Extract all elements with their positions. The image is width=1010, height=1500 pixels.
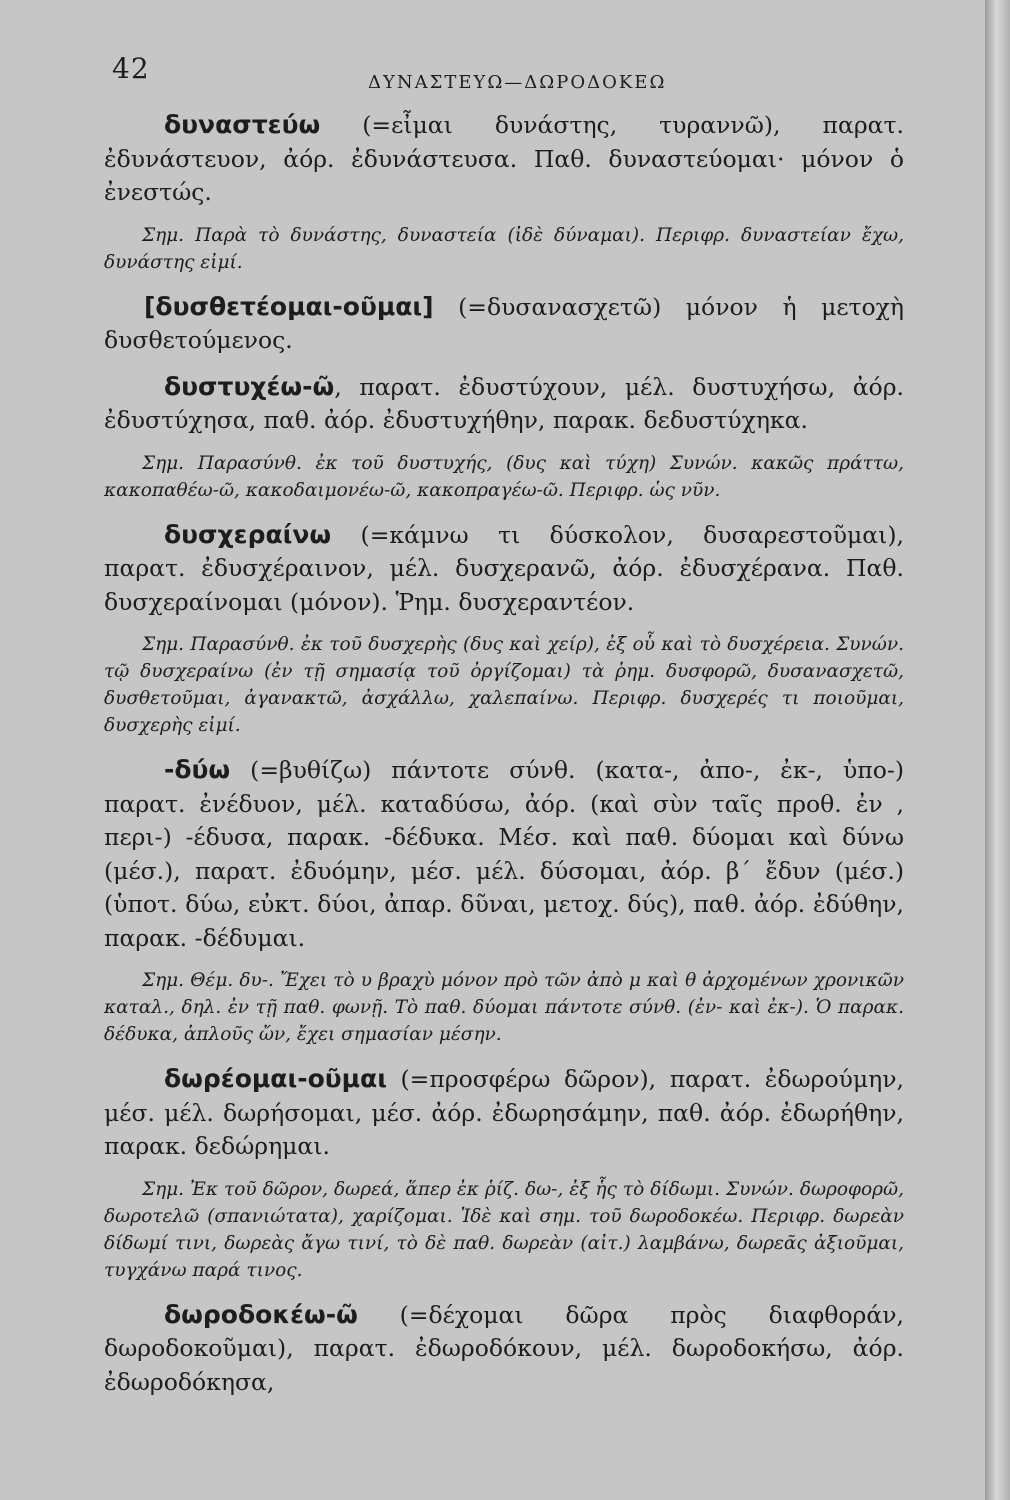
entry-body: (=δέχομαι δῶρα πρὸς διαφθοράν, δωροδοκοῦμαι), παρατ. ἐδωροδόκουν, μέλ. δωροδοκήσω, ἀόρ. ἐδωροδόκησα, [104, 1300, 904, 1396]
running-head: ΔΥΝΑΣΤΕΥΩ—ΔΩΡΟΔΟΚΕΩ [368, 72, 667, 93]
entry-dystycheo [104, 370, 904, 438]
entry-note [104, 967, 904, 1048]
entry-body: (=βυθίζω) πάντοτε σύνθ. (κατα-, ἀπο-, ἐκ-, ὑπο-) παρατ. ἐνέδυον, μέλ. καταδύσω, ἀόρ. (καὶ σὺν ταῖς προθ. ἐν , περι-) -έδυσα, παρακ. -δέδυκα. Μέσ. καὶ παθ. δύομαι καὶ δύνω (μέσ.), παρατ. ἐδυόμην, μέσ. μέλ. δύσομαι, ἀόρ. β΄ ἔδυν (μέσ.) (ὑποτ. δύω, εὐκτ. δύοι, ἀπαρ. δῦναι, μετοχ. δύς), παθ. ἀόρ. ἐδύθην, παρακ. -δέδυμαι. [104, 756, 904, 952]
entry-body: (=προσφέρω δῶρον), παρατ. ἐδωρούμην, μέσ. μέλ. δωρήσομαι, μέσ. ἀόρ. ἐδωρησάμην, παθ. ἀόρ. ἐδωρήθην, παρακ. δεδώρημαι. [104, 1065, 904, 1160]
entry-dyo [104, 753, 904, 955]
note-text: Σημ. Ἐκ τοῦ δῶρον, δωρεά, ἅπερ ἐκ ῥίζ. δω-, ἐξ ἧς τὸ δίδωμι. Συνών. δωροφορῶ, δωροτελῶ (σπανιώτατα), χαρίζομαι. Ἰδὲ καὶ σημ. τοῦ δωροδοκέω. Περιφρ. δωρεὰν δίδωμί τινι, δωρεὰς ἄγω τινί, τὸ δὲ παθ. δωρεὰν (αἰτ.) λαμβάνω, δωρεᾶς ἀξιοῦμαι, τυγχάνω παρά τινος. [104, 1178, 904, 1281]
headword: δωροδοκέω-ῶ [164, 1299, 358, 1329]
dictionary-column [104, 108, 904, 1411]
headword: δωρέομαι-οῦμαι [164, 1064, 387, 1093]
entry-body: , παρατ. ἐδυστύχουν, μέλ. δυστυχήσω, ἀόρ. ἐδυστύχησα, παθ. ἀόρ. ἐδυστυχήθην, παρακ. δεδυστύχηκα. [104, 372, 904, 434]
page-edge-shadow [985, 0, 1010, 1500]
entry-note [104, 222, 904, 276]
headword: [δυσθετέομαι-οῦμαι] [144, 291, 434, 321]
entry-body: (=δυσανασχετῶ) μόνον ἡ μετοχὴ δυσθετούμενος. [104, 292, 904, 354]
entry-note [104, 631, 904, 739]
entry-dynasteuo [104, 108, 904, 210]
entry-dyscheraino [104, 518, 904, 620]
page-number: 42 [112, 52, 150, 85]
note-text: Σημ. Παρὰ τὸ δυνάστης, δυναστεία (ἰδὲ δύναμαι). Περιφρ. δυναστείαν ἔχω, δυνάστης εἰμί. [104, 224, 904, 273]
note-text: Σημ. Παρασύνθ. ἐκ τοῦ δυσχερὴς (δυς καὶ χείρ), ἐξ οὗ καὶ τὸ δυσχέρεια. Συνών. τῷ δυσχεραίνω (ἐν τῇ σημασίᾳ τοῦ ὀργίζομαι) τὰ ῥημ. δυσφορῶ, δυσανασχετῶ, δυσθετοῦμαι, ἀγανακτῶ, ἀσχάλλω, χαλεπαίνω. Περιφρ. δυσχερές τι ποιοῦμαι, δυσχερὴς εἰμί. [104, 634, 904, 736]
entry-note [104, 450, 904, 504]
headword: δυστυχέω-ῶ [164, 371, 335, 401]
entry-dysthteomai [104, 290, 904, 358]
headword: -δύω [164, 755, 231, 784]
headword: δυσχεραίνω [164, 519, 332, 549]
note-text: Σημ. Θέμ. δυ-. Ἔχει τὸ υ βραχὺ μόνον πρὸ τῶν ἀπὸ μ καὶ θ ἀρχομένων χρονικῶν καταλ., δηλ. ἐν τῇ παθ. φωνῇ. Τὸ παθ. δύομαι πάντοτε σύνθ. (ἐν- καὶ ἐκ-). Ὁ παρακ. δέδυκα, ἁπλοῦς ὤν, ἔχει σημασίαν μέσην. [104, 970, 904, 1045]
entry-doreomai [104, 1062, 904, 1164]
entry-dorodokeo [104, 1298, 904, 1400]
entry-body: (=κάμνω τι δύσκολον, δυσαρεστοῦμαι), παρατ. ἐδυσχέραινον, μέλ. δυσχερανῶ, ἀόρ. ἐδυσχέρανα. Παθ. δυσχεραίνομαι (μόνον). Ῥημ. δυσχεραντέον. [104, 520, 904, 616]
note-text: Σημ. Παρασύνθ. ἐκ τοῦ δυστυχής, (δυς καὶ τύχη) Συνών. κακῶς πράττω, κακοπαθέω-ῶ, κακοδαιμονέω-ῶ, κακοπραγέω-ῶ. Περιφρ. ὡς νῦν. [104, 452, 904, 501]
headword: δυναστεύω [164, 110, 321, 139]
entry-body: (=εἶμαι δυνάστης, τυραννῶ), παρατ. ἐδυνάστευον, ἀόρ. ἐδυνάστευσα. Παθ. δυναστεύομαι· μόνον ὁ ἐνεστώς. [104, 111, 904, 206]
entry-note [104, 1176, 904, 1284]
